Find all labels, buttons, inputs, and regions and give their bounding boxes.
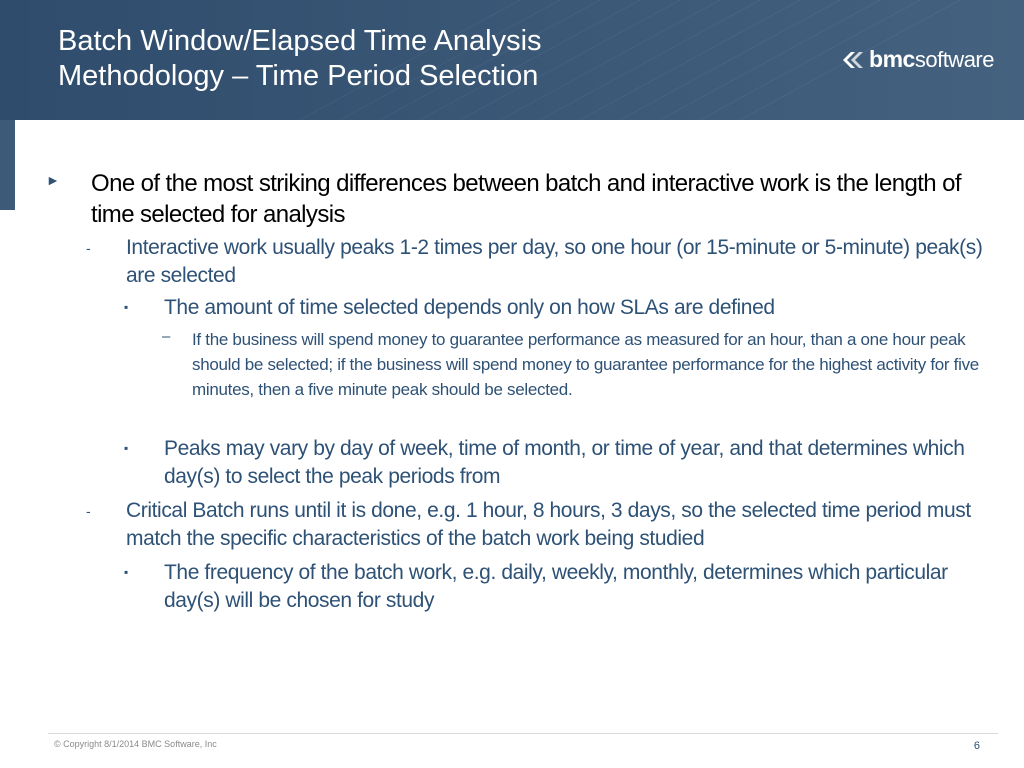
bullet-level2-text-critical-batch: Critical Batch runs until it is done, e.g. 1 hour, 8 hours, 3 days, so the selected time period must match the specific characteristics of the batch work being studied xyxy=(126,499,971,550)
bullet-level3-text-sla: The amount of time selected depends only on how SLAs are defined xyxy=(164,296,775,319)
slide-title xyxy=(58,24,542,94)
bmc-logo-icon xyxy=(841,49,867,71)
bullet-level2-text-interactive: Interactive work usually peaks 1-2 times per day, so one hour (or 15-minute or 5-minute) peak(s) are selected xyxy=(126,236,983,287)
square-bullet-icon: ▪ xyxy=(124,565,129,579)
en-dash-bullet-icon: – xyxy=(162,328,171,345)
slide-header xyxy=(0,0,1024,120)
copyright-text: © Copyright 8/1/2014 BMC Software, Inc xyxy=(54,739,217,749)
arrow-bullet-icon: ► xyxy=(46,172,60,188)
left-accent-bar xyxy=(0,120,15,210)
logo-bmc-text: bmc xyxy=(869,46,915,72)
bullet-level3-text-peaks: Peaks may vary by day of week, time of month, or time of year, and that determines which day(s) to select the peak periods from xyxy=(164,437,965,488)
square-bullet-icon: ▪ xyxy=(124,441,129,455)
logo-software-text: software xyxy=(914,46,994,72)
bullet-level4-text-business: If the business will spend money to guarantee performance as measured for an hour, than a one hour peak should be selected; if the business will spend money to guarantee performance for the highest activity for five minutes, then a five minute peak should be selected. xyxy=(192,330,979,399)
page-number: 6 xyxy=(973,740,980,752)
title-line-1: Batch Window/Elapsed Time Analysis xyxy=(58,25,542,57)
bullet-level3-text-frequency: The frequency of the batch work, e.g. daily, weekly, monthly, determines which particular day(s) will be chosen for study xyxy=(164,561,948,612)
square-bullet-icon: ▪ xyxy=(124,300,129,314)
dash-bullet-icon: - xyxy=(86,503,91,519)
bullet-level1-text: One of the most striking differences between batch and interactive work is the length of time selected for analysis xyxy=(91,170,961,228)
title-line-2: Methodology – Time Period Selection xyxy=(58,60,539,92)
footer-divider xyxy=(48,733,998,734)
dash-bullet-icon: - xyxy=(86,240,91,256)
bmc-logo xyxy=(841,46,994,73)
